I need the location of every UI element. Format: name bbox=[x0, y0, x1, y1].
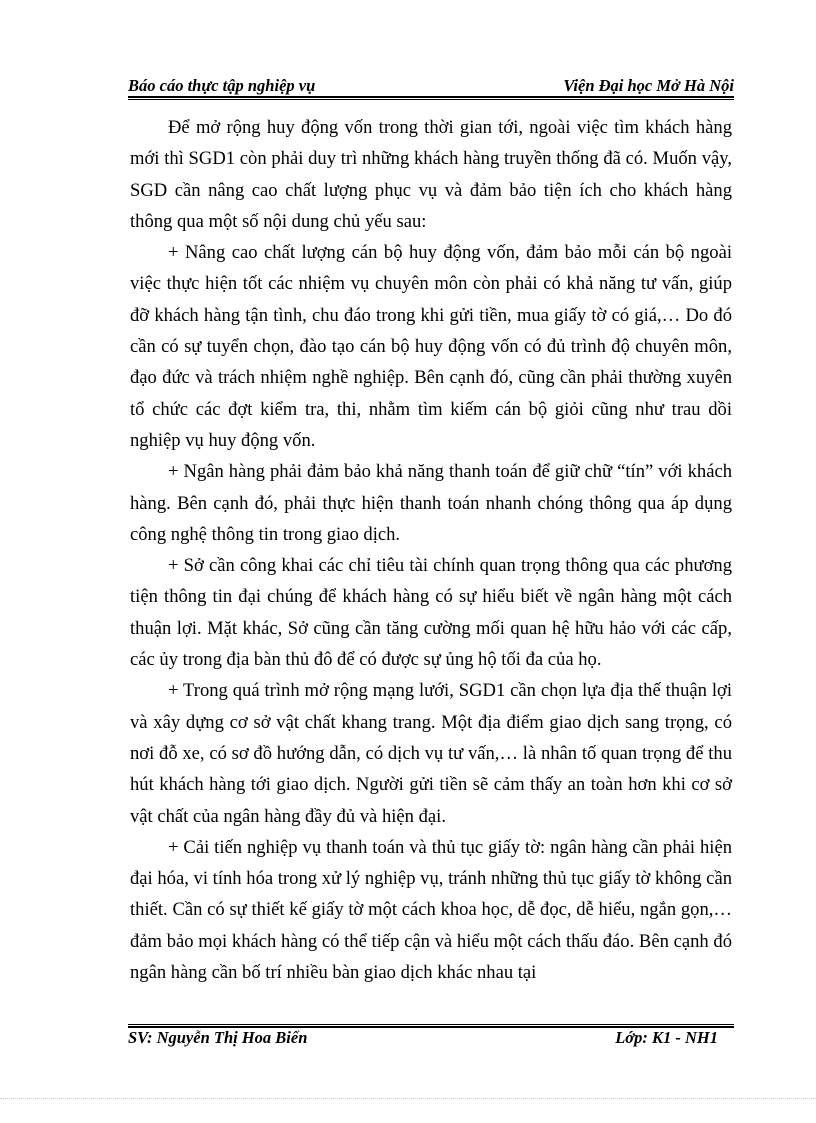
paragraph-financial-disclosure: + Sở cần công khai các chỉ tiêu tài chính quan trọng thông qua các phương tiện thông tin đại chúng để khách hàng có sự hiểu biết về ngân hàng một cách thuận lợi. Mặt khác, Sở cũng cần tăng cường mối quan hệ hữu hảo với các cấp, các ủy trong địa bàn thủ đô để có được sự ủng hộ tối đa của họ. bbox=[130, 555, 732, 671]
page-boundary bbox=[0, 1098, 816, 1099]
paragraph-intro: Để mở rộng huy động vốn trong thời gian tới, ngoài việc tìm khách hàng mới thì SGD1 còn phải duy trì những khách hàng truyền thống đã có. Muốn vậy, SGD cần nâng cao chất lượng phục vụ và đảm bảo tiện ích cho khách hàng thông qua một số nội dung chủ yếu sau: bbox=[130, 117, 732, 232]
header-report-title: Báo cáo thực tập nghiệp vụ bbox=[128, 76, 316, 95]
header-divider bbox=[128, 96, 734, 100]
document-body bbox=[130, 112, 732, 988]
header-institution: Viện Đại học Mở Hà Nội bbox=[563, 76, 734, 95]
paragraph-procedure-improvement: + Cải tiến nghiệp vụ thanh toán và thủ tục giấy tờ: ngân hàng cần phải hiện đại hóa, vi tính hóa trong xử lý nghiệp vụ, tránh những thủ tục giấy tờ không cần thiết. Cần có sự thiết kế giấy tờ một cách khoa học, dễ đọc, dễ hiểu, ngắn gọn,…đảm bảo mọi khách hàng có thể tiếp cận và hiểu một cách thấu đáo. Bên cạnh đó ngân hàng cần bố trí nhiều bàn giao dịch khác nhau tại bbox=[130, 836, 732, 984]
footer-student-name: SV: Nguyễn Thị Hoa Biển bbox=[128, 1028, 308, 1047]
paragraph-network-expansion: + Trong quá trình mở rộng mạng lưới, SGD1 cần chọn lựa địa thế thuận lợi và xây dựng cơ sở vật chất khang trang. Một địa điểm giao dịch sang trọng, có nơi đỗ xe, có sơ đồ hướng dẫn, có dịch vụ tư vấn,… là nhân tố quan trọng để thu hút khách hàng tới giao dịch. Người gửi tiền sẽ cảm thấy an toàn hơn khi cơ sở vật chất của ngân hàng đầy đủ và hiện đại. bbox=[130, 680, 732, 827]
footer-class: Lớp: K1 - NH1 bbox=[615, 1028, 718, 1047]
paragraph-staff-quality: + Nâng cao chất lượng cán bộ huy động vốn, đảm bảo mỗi cán bộ ngoài việc thực hiện tốt các nhiệm vụ chuyên môn còn phải có khả năng tư vấn, giúp đỡ khách hàng tận tình, chu đáo trong khi gửi tiền, mua giấy tờ có giá,… Do đó cần có sự tuyển chọn, đào tạo cán bộ huy động vốn có đủ trình độ chuyên môn, đạo đức và trách nhiệm nghề nghiệp. Bên cạnh đó, cũng cần phải thường xuyên tổ chức các đợt kiểm tra, thi, nhằm tìm kiếm cán bộ giỏi cũng như trau dồi nghiệp vụ huy động vốn. bbox=[130, 242, 732, 451]
page-header bbox=[128, 74, 734, 96]
page-footer bbox=[128, 1028, 718, 1048]
paragraph-payment-ability: + Ngân hàng phải đảm bảo khả năng thanh toán để giữ chữ “tín” với khách hàng. Bên cạnh đó, phải thực hiện thanh toán nhanh chóng thông qua áp dụng công nghệ thông tin trong giao dịch. bbox=[130, 461, 732, 545]
